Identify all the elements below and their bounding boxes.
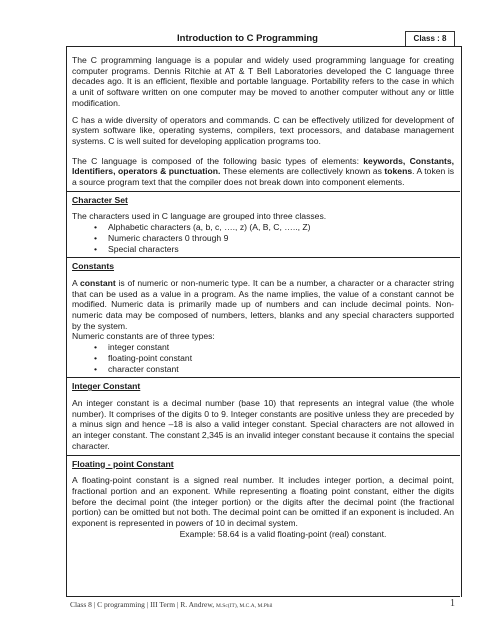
section-divider (66, 257, 460, 258)
intro-paragraph-1: The C programming language is a popular and widely used programming language for creating computer programs. Dennis Ritchie at AT & T Bell Laboratories developed the C language three decades ago. It is an efficient, flexible and portable language. Portability refers to the case in which a unit of software written on one computer may be moved to another computer without any or little modification. (72, 55, 454, 108)
tokens-term: tokens (384, 166, 413, 177)
list-item: • Alphabetic characters (a, b, c, …., z) (A, B, C, ….., Z) (108, 222, 454, 233)
footer-qualifications: M.Sc(IT), M.C.A, M.Phil (216, 603, 273, 609)
page-number: 1 (450, 598, 455, 609)
section-divider (66, 455, 460, 456)
section-divider (66, 377, 460, 378)
list-item: • Numeric characters 0 through 9 (108, 233, 454, 244)
list-item: • floating-point constant (108, 353, 454, 364)
list-item: • integer constant (108, 342, 454, 353)
footer-divider (66, 596, 460, 597)
floating-example: Example: 58.64 is a valid floating-point (real) constant. (179, 528, 387, 539)
constants-list-intro: Numeric constants are of three types: (72, 331, 215, 342)
constant-term: constant (79, 277, 116, 288)
list-item: • Special characters (108, 244, 454, 255)
constants-list (72, 342, 454, 374)
intro-paragraph-2: C has a wide diversity of operators and commands. C can be effectively utilized for development of system software like, operating systems, compilers, text processors, and database management systems. C is well suited for developing application programs too. (72, 114, 454, 146)
page-title: Introduction to C Programming (177, 33, 318, 44)
class-badge: Class : 8 (405, 31, 455, 47)
token-types: keywords, Constants, Identifiers, operators & punctuation. (72, 155, 455, 177)
list-item: • character constant (108, 364, 454, 375)
heading-integer-constant: Integer Constant (72, 381, 141, 392)
footer (70, 600, 452, 609)
footer-text: Class 8 | C programming | III Term | R. Andrew, (70, 600, 217, 609)
constants-text: A constant is of numeric or non-numeric type. It can be a number, a character or a character string that can be used as a value in a program. As the name implies, the value of a constant cannot be modified. Numeric data is primarily made up of numbers and can include decimal points. Non-numeric data may be composed of numbers, letters, blanks and any special characters supported by the system. (72, 277, 454, 331)
floating-text: A floating-point constant is a signed real number. It includes integer portion, a decimal point, fractional portion and an exponent. While representing a floating point constant, either the digits before the decimal point (the integer portion) or the digits after the decimal point (the fractional portion) can be omitted but not both. The decimal point can be omitted if an exponent is included. An exponent is represented in powers of 10 in decimal system. (72, 475, 454, 529)
heading-constants: Constants (72, 261, 115, 272)
integer-text: An integer constant is a decimal number (base 10) that represents an integral value (the whole number). It comprises of the digits 0 to 9. Integer constants are positive unless they are preceded by a minus sign and hence –18 is also a valid integer constant. Special characters are not allowed in an integer constant. The constant 2,345 is an invalid integer constant because it contains the special character. (72, 397, 454, 451)
charset-text: The characters used in C language are grouped into three classes. (72, 211, 327, 222)
document-body (72, 55, 454, 539)
charset-list (72, 222, 454, 254)
intro-paragraph-3: The C language is composed of the following basic types of elements: keywords, Constants, Identifiers, operators & punctuation. These elements are collectively known as tokens. A token is a source program text that the compiler does not break down into component elements. (72, 155, 455, 188)
heading-floating-point-constant: Floating - point Constant (72, 458, 174, 469)
section-divider (66, 191, 460, 192)
heading-character-set: Character Set (72, 194, 128, 205)
